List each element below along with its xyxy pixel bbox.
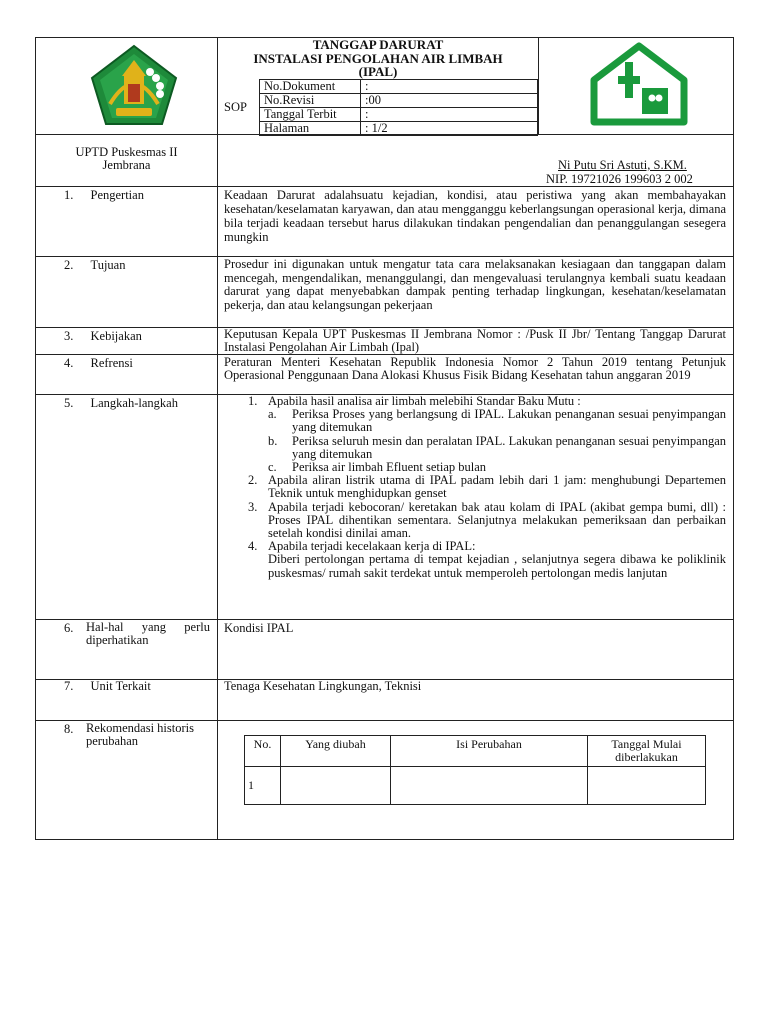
refrensi-text: Peraturan Menteri Kesehatan Republik Indonesia Nomor 2 Tahun 2019 tentang Petunjuk Operasional Penggunaan Dana Alokasi Khusus Fisik Bidang Kesehatan tahun anggaran 2019	[224, 355, 726, 382]
title-line-3: (IPAL)	[358, 64, 398, 79]
sub-step-item	[268, 408, 726, 434]
doc-field-value: :	[361, 80, 538, 94]
sub-step-letter: c.	[268, 460, 277, 475]
step-text: Apabila hasil analisa air limbah melebihi Standar Baku Mutu :	[268, 394, 581, 408]
sub-step-letter: a.	[268, 407, 277, 422]
tujuan-text: Prosedur ini digunakan untuk mengatur tata cara melaksanakan kesiagaan dan tanggapan dalam mencegah, mengendalikan, menanggulangi, dan mengevaluasi terulangnya kembali suatu keadaan darurat yang dapat menyebabkan dampak penting terhadap lingkungan, kesehatan/keselamatan pekerja, dan atau kelangsungan pekerjaan	[224, 257, 726, 312]
section-title: Kebijakan	[90, 329, 142, 343]
hal-hal-text: Kondisi IPAL	[224, 621, 294, 635]
column-header: Tanggal Mulai diberlakukan	[588, 736, 706, 767]
section-number: 1.	[64, 188, 74, 202]
sub-step-text: Periksa air limbah Efluent setiap bulan	[292, 460, 487, 475]
signatory-block	[546, 158, 693, 186]
section-label	[64, 188, 144, 203]
doc-field-label: Halaman	[260, 122, 361, 136]
kebijakan-text: Keputusan Kepala UPT Puskesmas II Jembrana Nomor : /Pusk II Jbr/ Tentang Tanggap Darurat Instalasi Pengolahan Air Limbah (Ipal)	[224, 327, 726, 354]
step-text: Apabila aliran listrik utama di IPAL padam lebih dari 1 jam: menghubungi Departemen Teknik untuk menghidupkan genset	[268, 473, 726, 501]
step-number: 4.	[248, 539, 258, 554]
step-detail-text: Diberi pertolongan pertama di tempat kejadian , selanjutnya segera dibawa ke poliklinik puskesmas/ rumah sakit terdekat untuk memperoleh pertolongan medis lanjutan	[268, 552, 726, 580]
document-title	[218, 38, 538, 79]
step-item	[248, 474, 726, 500]
sop-label: SOP	[224, 100, 247, 114]
section-number: 4.	[64, 356, 74, 370]
section-title: Langkah-langkah	[90, 396, 178, 410]
section-title: Tujuan	[90, 258, 126, 272]
sub-step-text: Periksa seluruh mesin dan peralatan IPAL. Lakukan penanganan sesuai penyimpangan yang ditemukan	[292, 433, 726, 461]
column-header: Yang diubah	[281, 736, 391, 767]
doc-field-label: No.Dokument	[260, 80, 361, 94]
signatory-nip: NIP. 19721026 199603 2 002	[546, 172, 693, 186]
table-cell: 1	[245, 767, 281, 805]
section-title: Rekomendasi historis perubahan	[86, 721, 194, 748]
section-number: 3.	[64, 329, 74, 343]
step-number: 3.	[248, 499, 258, 514]
unit-terkait-text: Tenaga Kesehatan Lingkungan, Teknisi	[224, 679, 422, 693]
section-title: Pengertian	[90, 188, 144, 202]
institution-name	[36, 146, 217, 172]
doc-field-value: : 1/2	[361, 122, 538, 136]
puskesmas-logo	[588, 42, 690, 126]
langkah-steps-list	[248, 395, 726, 580]
step-item	[248, 501, 726, 541]
column-header: Isi Perubahan	[391, 736, 588, 767]
doc-field-value: :	[361, 108, 538, 122]
table-cell	[281, 767, 391, 805]
institution-line-1: UPTD Puskesmas II	[75, 145, 178, 159]
section-title: Refrensi	[90, 356, 133, 370]
section-title: Unit Terkait	[90, 679, 151, 693]
table-header-row	[245, 736, 706, 767]
doc-field-label: No.Revisi	[260, 94, 361, 108]
pengertian-text: Keadaan Darurat adalahsuatu kejadian, kondisi, atau peristiwa yang akan membahayakan kesehatan/keselamatan karyawan, dan atau mengganggu keberlangsungan operasional kerja, dimana bila terjadi keadaan tersebut harus dilakukan tindakan pengendalian dan penanggulangan sesegera mungkin	[224, 188, 726, 244]
sub-step-text: Periksa Proses yang berlangsung di IPAL. Lakukan penanganan sesuai penyimpangan yang ditemukan	[292, 407, 726, 435]
title-line-1: TANGGAP DARURAT	[312, 37, 444, 52]
step-number: 2.	[248, 473, 258, 488]
signatory-name: Ni Putu Sri Astuti, S.KM.	[558, 158, 687, 172]
table-row	[245, 767, 706, 805]
step-text: Apabila terjadi kebocoran/ keretakan bak atau kolam di IPAL (akibat gempa bumi, dll) : Proses IPAL dihentikan sementara. Selanjutnya melakukan pemeriksaan dan perbaikan setelah kondisi dinilai aman.	[268, 499, 726, 541]
institution-line-2: Jembrana	[102, 158, 151, 172]
section-number: 8.	[64, 722, 74, 736]
sub-step-letter: b.	[268, 433, 278, 448]
section-number: 7.	[64, 679, 74, 693]
section-label	[64, 329, 142, 344]
section-label	[64, 679, 151, 694]
section-label	[64, 356, 133, 371]
table-cell	[391, 767, 588, 805]
title-line-2: INSTALASI PENGOLAHAN AIR LIMBAH	[253, 50, 503, 66]
section-label	[64, 396, 178, 411]
step-number: 1.	[248, 394, 258, 408]
revision-history-table	[244, 735, 706, 805]
column-header: No.	[245, 736, 281, 767]
step-item	[248, 540, 726, 580]
doc-field-label: Tanggal Terbit	[260, 108, 361, 122]
regency-emblem-logo	[88, 44, 180, 126]
section-number: 6.	[64, 621, 74, 635]
document-info-table	[259, 79, 538, 136]
doc-field-value: :00	[361, 94, 538, 108]
step-text: Apabila terjadi kecelakaan kerja di IPAL:	[268, 539, 476, 554]
section-number: 2.	[64, 258, 74, 272]
section-label	[64, 258, 125, 273]
section-label	[64, 621, 210, 647]
step-item	[248, 395, 726, 474]
sub-step-item	[268, 435, 726, 461]
section-title: Hal-hal yang perlu diperhatikan	[86, 620, 210, 647]
section-number: 5.	[64, 396, 74, 410]
table-cell	[588, 767, 706, 805]
section-label	[64, 722, 210, 748]
